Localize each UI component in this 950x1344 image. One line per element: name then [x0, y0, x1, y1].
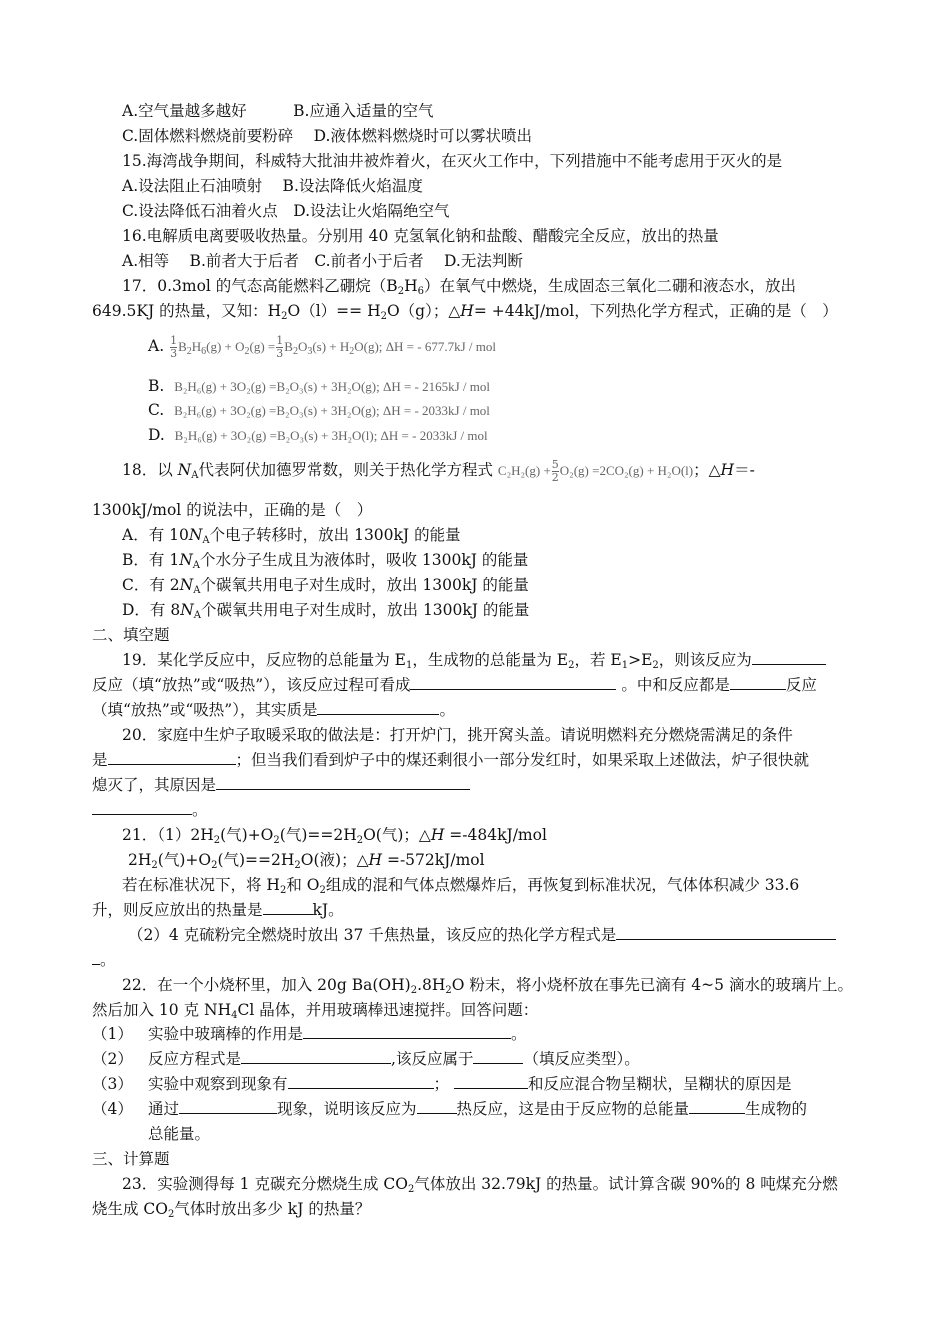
- answer-blank[interactable]: [263, 898, 313, 915]
- option-c: C．有 $2N_A$个碳氧共用电子对生成时，放出 1300kJ 的能量: [122, 576, 529, 596]
- answer-blank[interactable]: [410, 673, 616, 690]
- sub-question-text: 反应方程式是 ,该反应属于 （填反应类型）。: [148, 1047, 640, 1071]
- question-19: 19．某化学反应中，反应物的总能量为 $E_1$，生成物的总能量为 $E_2$，若 $E_1>E_2$，则该反应为: [122, 648, 826, 672]
- sub-question-text: 实验中玻璃棒的作用是 。: [148, 1022, 527, 1046]
- answer-blank[interactable]: [241, 1047, 391, 1064]
- question-15: 15.海湾战争期间，科威特大批油井被炸着火，在灭火工作中，下列措施中不能考虑用于灭火的是: [122, 152, 783, 170]
- question-22: 22．在一个小烧杯里，加入 20g $Ba(OH)_2.8H_2O$ 粉末，将小烧杯放在事先已滴有 4~5 滴水的玻璃片上。: [122, 976, 853, 996]
- question-21-cont: 升，则反应放出的热量是 kJ。: [92, 898, 344, 922]
- option-d: D. B₂H₆(g) + 3O₂(g) =B₂O₃(s) + 3H₂O(l); ΔH = - 2033kJ / mol: [148, 426, 488, 444]
- question-18-cont: 1300kJ/mol 的说法中，正确的是（ ）: [92, 501, 373, 519]
- question-20-cont: 熄灭了，其原因是: [92, 773, 470, 797]
- answer-blank[interactable]: [317, 698, 439, 715]
- answer-blank[interactable]: [303, 1022, 511, 1039]
- option-a: A. $\frac{1}{3}$ $B_2H_6(g) + O_2(g)$ = $\frac{1}{3}$ $B_2O_3(s) + H_2O(g)$; ΔH = - 677.7kJ / mol: [148, 333, 496, 360]
- section-heading: 二、填空题: [92, 626, 170, 644]
- question-17-cont: 649.5KJ 的热量，又知：$H_2O(l)== H_2O(g)$；△H= +44kJ/mol，下列热化学方程式，正确的是（ ）: [92, 302, 838, 322]
- option-line: C.设法降低石油着火点 D.设法让火焰隔绝空气: [122, 202, 450, 220]
- question-23-cont: 烧生成 $CO_2$气体时放出多少 kJ 的热量？: [92, 1200, 371, 1220]
- sub-question: （3）: [92, 1075, 133, 1093]
- option-line: A.空气量越多越好 B.应通入适量的空气: [122, 102, 434, 120]
- question-22-cont: 然后加入 10 克 $NH_4Cl$ 晶体，并用玻璃棒迅速搅拌。回答问题：: [92, 1001, 539, 1021]
- answer-blank[interactable]: [752, 648, 826, 665]
- sub-question-text: 通过 现象，说明该反应为 热反应，这是由于反应物的总能量 生成物的: [148, 1097, 807, 1121]
- fraction: $\frac{1}{3}$: [170, 333, 178, 360]
- answer-blank[interactable]: [216, 773, 470, 790]
- sub-question: （2）: [92, 1050, 133, 1068]
- answer-blank[interactable]: [473, 1047, 523, 1064]
- answer-blank[interactable]: [417, 1097, 457, 1114]
- option-c: C. B₂H₆(g) + 3O₂(g) =B₂O₃(s) + 3H₂O(g); ΔH = - 2033kJ / mol: [148, 401, 490, 419]
- option-line: C.固体燃料燃烧前要粉碎 D.液体燃料燃烧时可以雾状喷出: [122, 127, 532, 145]
- answer-blank[interactable]: [288, 1072, 434, 1089]
- question-20: 20．家庭中生炉子取暖采取的做法是：打开炉门，挑开窝头盖。请说明燃料充分燃烧需满足的条件: [122, 726, 793, 744]
- sub-question-text: 总能量。: [148, 1125, 211, 1143]
- answer-blank[interactable]: [92, 798, 192, 815]
- sub-question: （1）: [92, 1025, 133, 1043]
- sub-question: （4）: [92, 1100, 133, 1118]
- question-23: 23．实验测得每 1 克碳充分燃烧生成 $CO_2$气体放出 32.79kJ 的热量。试计算含碳 90%的 8 吨煤充分燃: [122, 1175, 838, 1195]
- answer-blank[interactable]: [92, 948, 100, 965]
- answer-blank[interactable]: [616, 923, 836, 940]
- answer-blank[interactable]: [689, 1097, 745, 1114]
- fraction: $\frac{5}{2}$: [551, 457, 559, 484]
- section-heading: 三、计算题: [92, 1150, 170, 1168]
- question-18: 18．以 $N_A$代表阿伏加德罗常数，则关于热化学方程式 C₂H₂(g) + $\frac{5}{2}$ O₂(g) =2CO₂(g) + H₂O(l)；△H＝-: [122, 457, 755, 484]
- question-19-cont: （填“放热”或“吸热”），其实质是 。: [92, 698, 455, 722]
- option-a: A．有 $10N_A$个电子转移时，放出 1300kJ 的能量: [122, 526, 461, 546]
- question-20-cont: 。: [92, 798, 208, 822]
- question-21-cont: 若在标准状况下，将 $H_2$和 $O_2$组成的混和气体点燃爆炸后，再恢复到标准状况，气体体积减少 33.6: [122, 876, 800, 896]
- answer-blank[interactable]: [730, 673, 786, 690]
- option-d: D．有 $8N_A$个碳氧共用电子对生成时，放出 1300kJ 的能量: [122, 601, 530, 621]
- option-line: A.相等 B.前者大于后者 C.前者小于后者 D.无法判断: [122, 252, 523, 270]
- question-19-cont: 反应（填“放热”或“吸热”），该反应过程可看成 。中和反应都是 反应: [92, 673, 817, 697]
- answer-blank[interactable]: [454, 1072, 528, 1089]
- sub-question-text: 实验中观察到现象有 ； 和反应混合物呈糊状，呈糊状的原因是: [148, 1072, 791, 1096]
- answer-blank[interactable]: [179, 1097, 277, 1114]
- question-21-part2: （2）4 克硫粉完全燃烧时放出 37 千焦热量，该反应的热化学方程式是: [128, 923, 836, 947]
- question-17: 17．0.3mol 的气态高能燃料乙硼烷$(B_2H_6)$在氧气中燃烧，生成固态三氧化二硼和液态水，放出: [122, 277, 796, 297]
- option-b: B. B₂H₆(g) + 3O₂(g) =B₂O₃(s) + 3H₂O(g); ΔH = - 2165kJ / mol: [148, 377, 491, 395]
- option-line: A.设法阻止石油喷射 B.设法降低火焰温度: [122, 177, 423, 195]
- question-21: 21．$(1)2H_2$(气)$+O_2$(气)$==2H_2O$(气)；△H =-484kJ/mol: [122, 826, 547, 846]
- question-21-cont: 。: [92, 948, 116, 972]
- option-b: B．有 $1N_A$个水分子生成且为液体时，吸收 1300kJ 的能量: [122, 551, 529, 571]
- fraction: $\frac{1}{3}$: [276, 333, 284, 360]
- question-21-eq2: $2H_2$(气)$+O_2$(气)$==2H_2O$(液)；△H =-572kJ/mol: [128, 851, 485, 871]
- answer-blank[interactable]: [108, 748, 236, 765]
- question-16: 16.电解质电离要吸收热量。分别用 40 克氢氧化钠和盐酸、醋酸完全反应，放出的热量: [122, 227, 719, 245]
- question-20-cont: 是 ；但当我们看到炉子中的煤还剩很小一部分发红时，如果采取上述做法，炉子很快就: [92, 748, 809, 772]
